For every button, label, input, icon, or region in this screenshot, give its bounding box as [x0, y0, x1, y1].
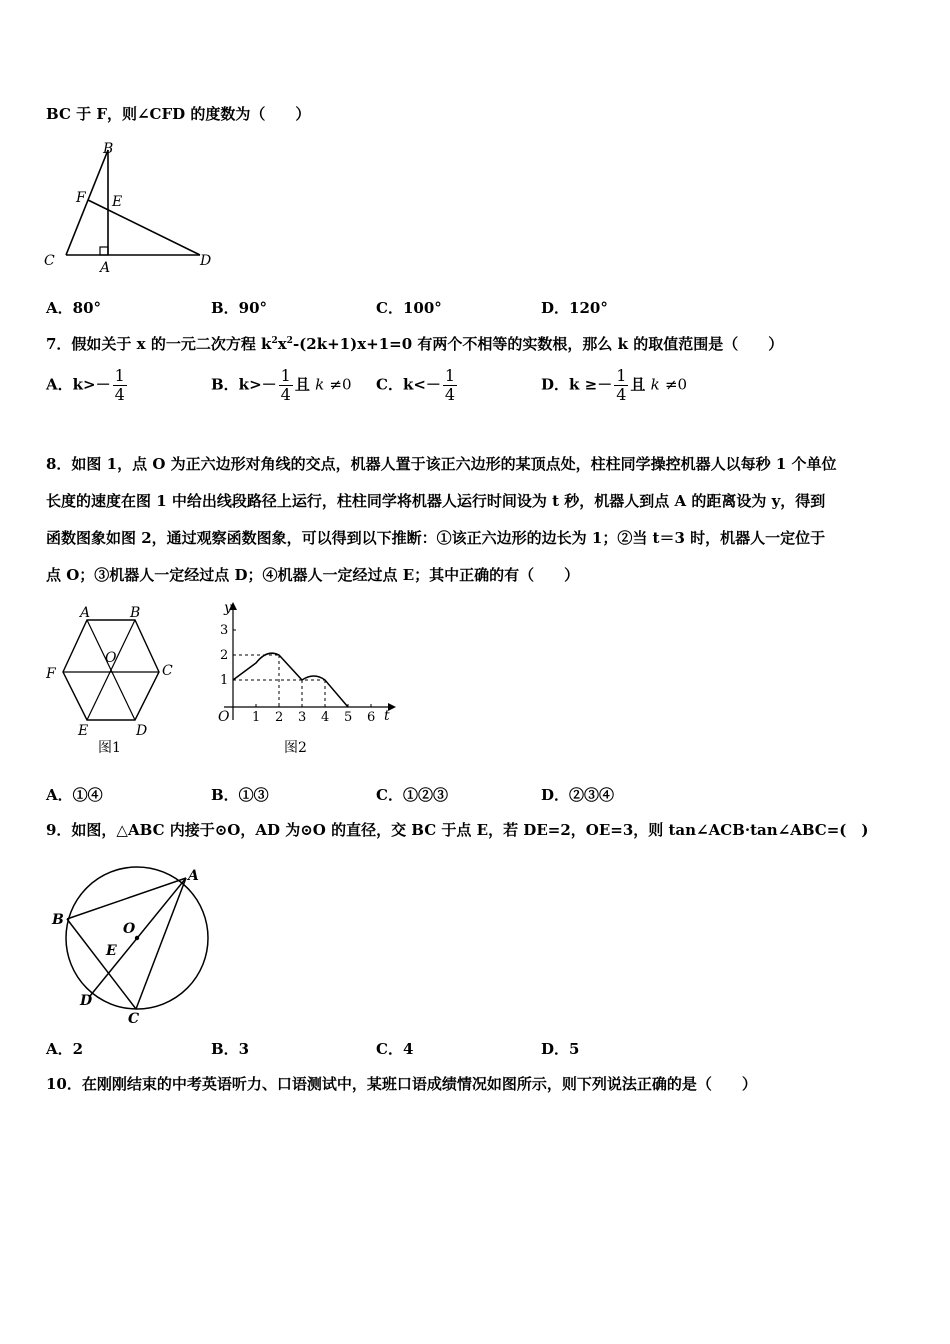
- svg-text:F: F: [46, 666, 56, 682]
- svg-text:B: B: [52, 912, 64, 928]
- q8-option-d: D．②③④: [541, 786, 615, 804]
- q8-stem-line-4: 点 O；③机器人一定经过点 D；④机器人一定经过点 E；其中正确的有（ ）: [46, 566, 580, 584]
- svg-text:E: E: [112, 194, 123, 210]
- q7-option-a: A．k>－ $\frac{1}{4}$: [46, 366, 125, 404]
- svg-text:y: y: [224, 600, 232, 616]
- svg-text:1: 1: [252, 710, 261, 725]
- svg-text:1: 1: [220, 673, 229, 688]
- svg-text:图2: 图2: [284, 740, 307, 756]
- svg-text:O: O: [218, 709, 230, 725]
- q7-option-d: D．k ≥－ $\frac{1}{4}$ 且 k ≠0: [541, 366, 688, 404]
- q6-option-b: B．90°: [211, 299, 268, 317]
- fraction: $\frac{1}{4}$: [616, 366, 627, 404]
- q6-option-c: C．100°: [376, 299, 442, 317]
- svg-text:3: 3: [220, 623, 229, 638]
- svg-text:C: C: [44, 253, 55, 269]
- svg-text:A: A: [100, 260, 111, 276]
- q8-option-a: A．①④: [46, 786, 103, 804]
- svg-text:B: B: [103, 141, 114, 157]
- q6-stem: BC 于 F，则∠CFD 的度数为（ ）: [46, 105, 311, 123]
- q8-stem-line-2: 长度的速度在图 1 中给出线段路径上运行，柱柱同学将机器人运行时间设为 t 秒，机器人到点 A 的距离设为 y，得到: [46, 492, 826, 510]
- svg-text:E: E: [78, 723, 89, 739]
- q8-stem-line-1: 8．如图 1，点 O 为正六边形对角线的交点，机器人置于该正六边形的某顶点处，柱柱同学操控机器人以每秒 1 个单位: [46, 455, 837, 473]
- q9-option-b: B．3: [211, 1040, 250, 1058]
- svg-text:A: A: [80, 605, 91, 621]
- q9-option-a: A．2: [46, 1040, 84, 1058]
- svg-text:6: 6: [367, 710, 376, 725]
- svg-text:D: D: [136, 723, 148, 739]
- svg-text:O: O: [105, 650, 117, 666]
- fraction: $\frac{1}{4}$: [444, 366, 456, 404]
- svg-text:t: t: [384, 708, 390, 724]
- q7-option-b: B．k>－ $\frac{1}{4}$ 且 k ≠0: [211, 366, 352, 404]
- q7-stem: 7．假如关于 x 的一元二次方程 $k^2x^2-(2k+1)x+1=0$ 有两个不相等的实数根，那么 k 的取值范围是（ ）: [46, 335, 784, 353]
- q7-option-c: C．k<－ $\frac{1}{4}$: [376, 366, 456, 404]
- q9-stem: 9．如图，△ABC 内接于⊙O，AD 为⊙O 的直径，交 BC 于点 E，若 DE=2，OE=3，则 tan∠ACB·tan∠ABC=( ): [46, 821, 869, 839]
- svg-text:4: 4: [321, 710, 330, 725]
- svg-text:A: A: [188, 868, 199, 884]
- q8-stem-line-3: 函数图象如图 2，通过观察函数图象，可以得到以下推断：①该正六边形的边长为 1；②当 t＝3 时，机器人一定位于: [46, 529, 826, 547]
- svg-text:B: B: [130, 605, 141, 621]
- svg-text:D: D: [200, 253, 212, 269]
- q8-option-b: B．①③: [211, 786, 269, 804]
- q9-option-d: D．5: [541, 1040, 580, 1058]
- q8-option-c: C．①②③: [376, 786, 448, 804]
- svg-text:2: 2: [220, 648, 229, 663]
- svg-text:图1: 图1: [98, 740, 121, 756]
- q9-circle-figure: [40, 858, 230, 1028]
- fraction: $\frac{1}{4}$: [114, 366, 125, 404]
- svg-text:3: 3: [298, 710, 307, 725]
- svg-text:F: F: [76, 190, 86, 206]
- svg-text:5: 5: [344, 710, 353, 725]
- q10-stem: 10．在刚刚结束的中考英语听力、口语测试中，某班口语成绩情况如图所示，则下列说法正确的是（ ）: [46, 1075, 757, 1093]
- svg-text:E: E: [106, 943, 117, 959]
- q9-option-c: C．4: [376, 1040, 414, 1058]
- q6-triangle-figure: [40, 138, 220, 278]
- svg-text:D: D: [80, 993, 93, 1009]
- svg-text:2: 2: [275, 710, 284, 725]
- svg-text:C: C: [128, 1011, 140, 1027]
- fraction: $\frac{1}{4}$: [280, 366, 291, 404]
- q8-function-graph: [208, 600, 408, 760]
- q6-option-d: D．120°: [541, 299, 608, 317]
- svg-text:O: O: [123, 921, 136, 937]
- q8-hexagon-figure: [40, 600, 190, 760]
- q6-option-a: A．80°: [46, 299, 102, 317]
- graph-curve: [233, 653, 348, 707]
- svg-text:C: C: [162, 663, 173, 679]
